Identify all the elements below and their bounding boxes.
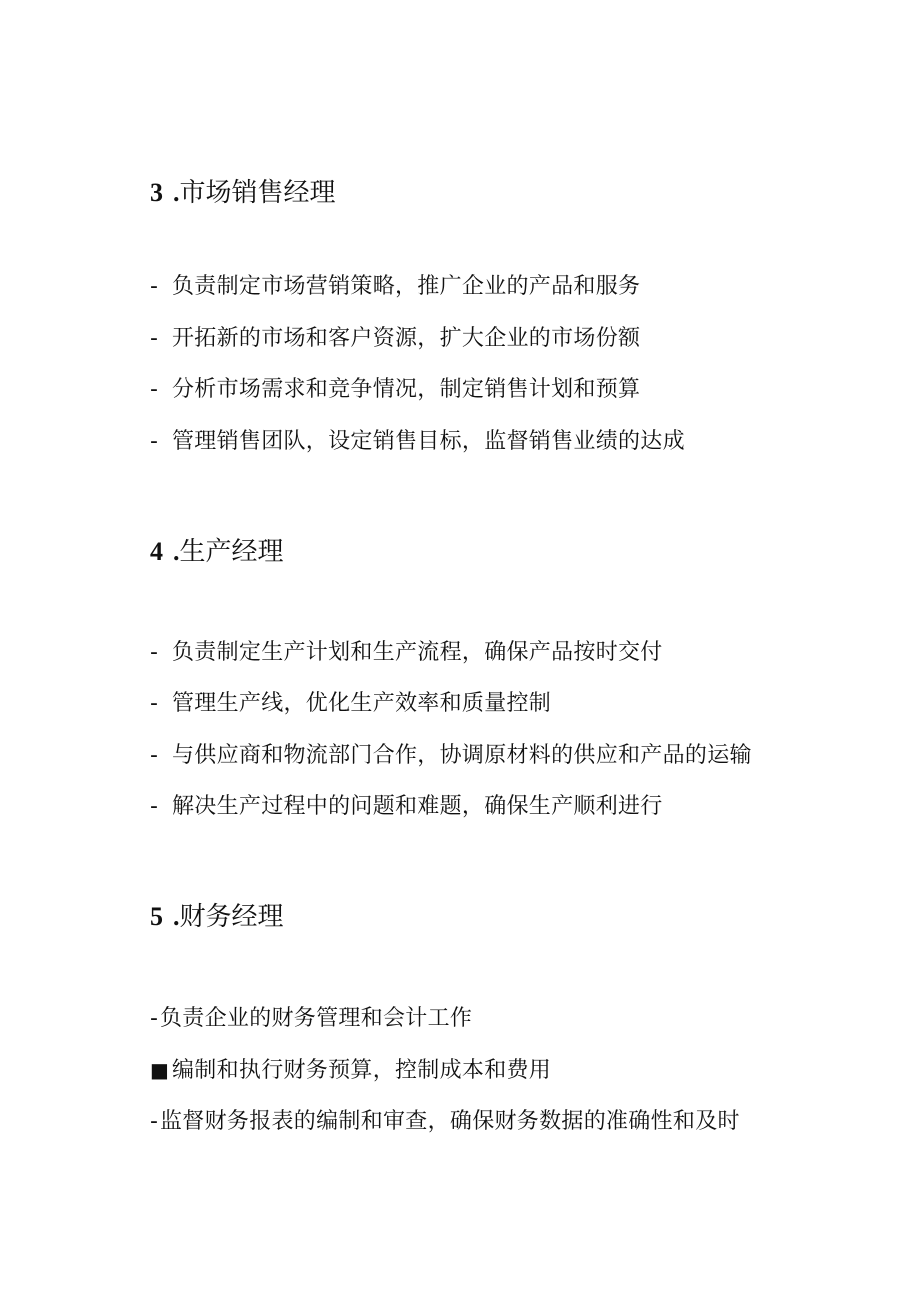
dash-marker: - xyxy=(150,640,159,665)
list-item-text: 管理销售团队，设定销售目标，监督销售业绩的达成 xyxy=(172,429,685,454)
list-item xyxy=(150,638,663,668)
dash-marker: - xyxy=(150,743,159,768)
list-item-text: 负责制定市场营销策略，推广企业的产品和服务 xyxy=(172,274,641,299)
dash-marker: - xyxy=(150,1006,159,1031)
list-item-text: 编制和执行财务预算，控制成本和费用 xyxy=(172,1058,552,1083)
list-item-text: 解决生产过程中的问题和难题，确保生产顺利进行 xyxy=(172,794,663,819)
section-heading-5 xyxy=(150,900,284,934)
list-item-text: 负责制定生产计划和生产流程，确保产品按时交付 xyxy=(172,640,663,665)
section-number: 4 xyxy=(150,537,163,566)
section-title: 财务经理 xyxy=(179,902,284,932)
section-dot: . xyxy=(173,537,180,566)
section-heading-3 xyxy=(150,176,336,210)
section-title: 生产经理 xyxy=(179,537,284,567)
list-item-text: 负责企业的财务管理和会计工作 xyxy=(160,1006,473,1031)
section-number: 3 xyxy=(150,178,163,207)
section-heading-4 xyxy=(150,535,284,569)
dash-marker: - xyxy=(150,794,159,819)
list-item-text: 与供应商和物流部门合作，协调原材料的供应和产品的运输 xyxy=(172,743,752,768)
list-item xyxy=(150,427,685,457)
list-item xyxy=(150,1107,740,1137)
list-item-text: 管理生产线，优化生产效率和质量控制 xyxy=(172,691,552,716)
list-item xyxy=(150,792,663,822)
list-item-text: 分析市场需求和竞争情况，制定销售计划和预算 xyxy=(172,377,641,402)
dash-marker: - xyxy=(150,429,159,454)
dash-marker: - xyxy=(150,1109,159,1134)
list-item-text: 开拓新的市场和客户资源，扩大企业的市场份额 xyxy=(172,326,641,351)
section-number: 5 xyxy=(150,902,163,931)
list-item xyxy=(150,741,752,771)
dash-marker: - xyxy=(150,326,159,351)
dash-marker: - xyxy=(150,377,159,402)
square-bullet-icon: ■ xyxy=(150,1058,170,1082)
dash-marker: - xyxy=(150,274,159,299)
list-item xyxy=(150,1004,472,1034)
list-item xyxy=(150,375,640,405)
dash-marker: - xyxy=(150,691,159,716)
list-item xyxy=(150,272,640,302)
list-item xyxy=(150,689,551,719)
list-item xyxy=(150,1055,551,1086)
list-item-text: 监督财务报表的编制和审查，确保财务数据的准确性和及时 xyxy=(160,1109,740,1134)
section-dot: . xyxy=(173,178,180,207)
list-item xyxy=(150,324,640,354)
section-title: 市场销售经理 xyxy=(179,178,336,208)
section-dot: . xyxy=(173,902,180,931)
